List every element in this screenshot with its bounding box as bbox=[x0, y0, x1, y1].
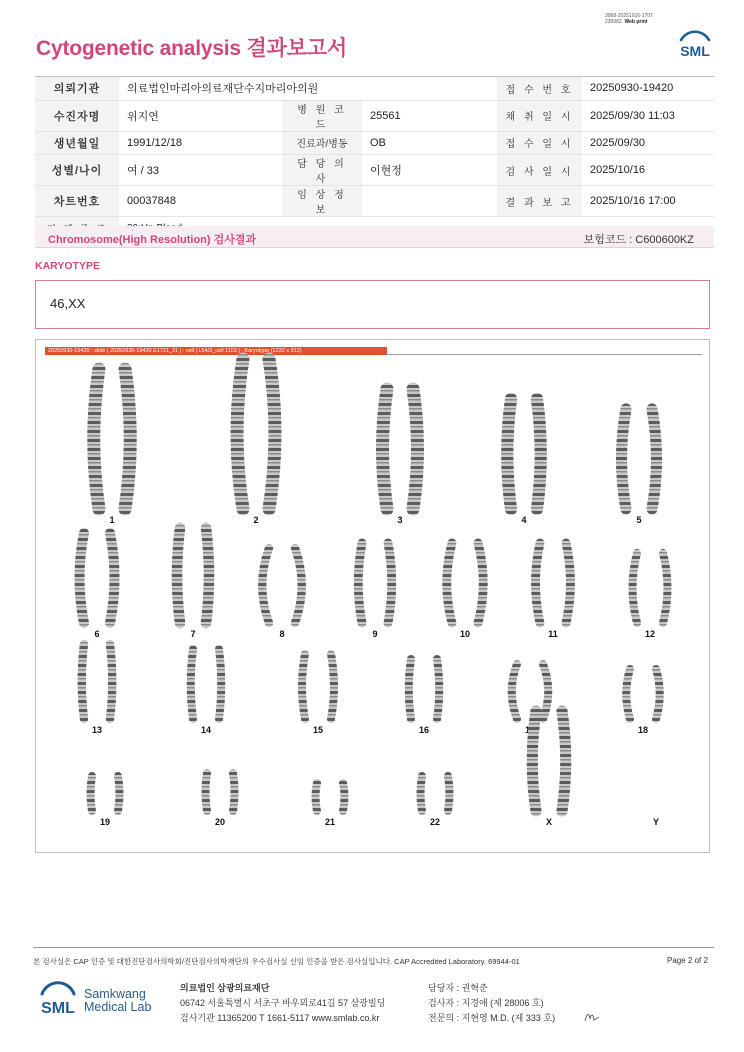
table-row bbox=[35, 77, 714, 101]
chromosome-x bbox=[532, 711, 536, 811]
karyogram-chromosomes bbox=[36, 340, 711, 854]
value-accession-number: 20250930-19420 bbox=[582, 77, 714, 101]
chromosome-label: 17 bbox=[524, 725, 536, 735]
organization-info bbox=[180, 981, 385, 1026]
chromosome-label: 6 bbox=[94, 629, 100, 639]
label-sex-age: 성별/나이 bbox=[35, 155, 119, 186]
chromosome-21 bbox=[343, 783, 345, 811]
chromosome-13 bbox=[82, 644, 84, 719]
chromosome-1 bbox=[125, 369, 130, 509]
chromosome-pair-18 bbox=[626, 669, 660, 735]
chromosome-pair-14 bbox=[191, 649, 222, 735]
chromosome-4 bbox=[507, 399, 511, 509]
chromosome-label: 7 bbox=[190, 629, 196, 639]
chromosome-label: 3 bbox=[397, 515, 403, 525]
chromosome-pair-6 bbox=[80, 533, 115, 639]
chromosome-17 bbox=[543, 664, 548, 719]
chromosome-pair-8 bbox=[262, 548, 302, 639]
organization-name: 의료법인 삼광의료재단 bbox=[180, 983, 270, 993]
page-title: Cytogenetic analysis 결과보고서 bbox=[36, 37, 347, 60]
chromosome-16 bbox=[437, 659, 439, 719]
label-patient-name: 수진자명 bbox=[35, 100, 119, 131]
chromosome-pair-10 bbox=[447, 543, 484, 639]
report-code-line1: 3068-20251016-1707 bbox=[605, 13, 653, 19]
chromosome-8 bbox=[262, 548, 269, 623]
chromosome-11 bbox=[566, 543, 571, 623]
result-title: Chromosome(High Resolution) 검사결과 bbox=[48, 234, 257, 246]
chromosome-x bbox=[562, 711, 566, 811]
label-chart-number: 차트번호 bbox=[35, 186, 119, 217]
chromosome-label: 10 bbox=[459, 629, 471, 639]
value-sex-age: 여 / 33 bbox=[119, 155, 282, 186]
logo-text: SML bbox=[680, 43, 710, 59]
label-requesting-institution: 의뢰기관 bbox=[35, 77, 119, 101]
chromosome-label: 19 bbox=[99, 817, 111, 827]
chromosome-2 bbox=[237, 359, 243, 509]
chromosome-5 bbox=[622, 409, 627, 509]
karyogram-title-text: 20250930-19420 : slide | 20250930-19420 E1721_21 | : cell | L54/3_cell 1103 | : Karyotype (1232 x 912) bbox=[48, 348, 302, 354]
label-test-datetime: 검 사 일 시 bbox=[497, 155, 582, 186]
value-chart-number: 00037848 bbox=[119, 186, 282, 217]
chromosome-label: 12 bbox=[644, 629, 656, 639]
karyotype-heading: KARYOTYPE bbox=[35, 260, 100, 272]
chromosome-pair-y bbox=[653, 817, 659, 827]
value-birth-date: 1991/12/18 bbox=[119, 131, 282, 155]
organization-contact: 검사기관 11365200 T 1661-5117 www.smlab.co.kr bbox=[180, 1013, 380, 1023]
staff-specialist: 전문의 : 지현영 M.D. (제 333 호) bbox=[428, 1013, 556, 1023]
chromosome-label: 15 bbox=[312, 725, 324, 735]
chromosome-21 bbox=[316, 783, 318, 811]
chromosome-16 bbox=[409, 659, 411, 719]
value-collection-datetime: 2025/09/30 11:03 bbox=[582, 100, 714, 131]
chromosome-17 bbox=[512, 664, 517, 719]
chromosome-10 bbox=[447, 543, 452, 623]
value-department: OB bbox=[362, 131, 497, 155]
chromosome-label: 8 bbox=[279, 629, 285, 639]
chromosome-19 bbox=[91, 776, 93, 811]
brand-name bbox=[84, 988, 151, 1014]
chromosome-label: 9 bbox=[372, 629, 378, 639]
table-row bbox=[35, 100, 714, 131]
table-row bbox=[35, 155, 714, 186]
label-receipt-datetime: 접 수 일 시 bbox=[497, 131, 582, 155]
chromosome-15 bbox=[302, 654, 305, 719]
chromosome-label: 13 bbox=[91, 725, 103, 735]
karyotype-value: 46,XX bbox=[50, 296, 86, 311]
result-section-header bbox=[35, 226, 714, 248]
chromosome-14 bbox=[191, 649, 193, 719]
chromosome-9 bbox=[358, 543, 362, 623]
chromosome-label: 20 bbox=[214, 817, 226, 827]
label-department: 진료과/병동 bbox=[282, 131, 362, 155]
chromosome-20 bbox=[233, 773, 235, 811]
chromosome-6 bbox=[80, 533, 85, 623]
chromosome-7 bbox=[177, 528, 180, 623]
report-code-line2: 230083 Web print bbox=[605, 19, 648, 25]
certification-note: 본 검사실은 CAP 인증 및 대한진단검사의학회/진단검사의학재단의 우수검사실 신임 인증을 받은 검사실입니다. CAP Accredited Laboratory. 69944-01 bbox=[33, 957, 520, 966]
chromosome-11 bbox=[536, 543, 541, 623]
chromosome-pair-13 bbox=[82, 644, 113, 735]
value-clinical-info bbox=[362, 186, 497, 217]
value-patient-name: 위지연 bbox=[119, 100, 282, 131]
value-hospital-code: 25561 bbox=[362, 100, 497, 131]
chromosome-pair-21 bbox=[316, 783, 345, 827]
chromosome-label: 14 bbox=[200, 725, 212, 735]
label-accession-number: 접 수 번 호 bbox=[497, 77, 582, 101]
chromosome-pair-22 bbox=[421, 776, 450, 827]
page-number: Page 2 of 2 bbox=[667, 956, 708, 965]
chromosome-pair-20 bbox=[206, 773, 235, 827]
staff-in-charge: 담당자 : 권혁준 bbox=[428, 983, 488, 993]
logo-text: SML bbox=[41, 1000, 75, 1017]
value-report-datetime: 2025/10/16 17:00 bbox=[582, 186, 714, 217]
staff-examiner: 검사자 : 지경애 (제 28006 호) bbox=[428, 998, 544, 1008]
divider bbox=[33, 947, 714, 948]
chromosome-pair-4 bbox=[507, 399, 541, 525]
karyotype-result-box bbox=[35, 280, 710, 329]
label-hospital-code: 병 원 코 드 bbox=[282, 100, 362, 131]
chromosome-label: 11 bbox=[548, 629, 558, 639]
chromosome-label: 2 bbox=[253, 515, 259, 525]
insurance-code: 보험코드 : C600600KZ bbox=[583, 234, 694, 246]
chromosome-22 bbox=[448, 776, 450, 811]
chromosome-label: 18 bbox=[637, 725, 649, 735]
chromosome-pair-2 bbox=[237, 359, 275, 525]
chromosome-13 bbox=[110, 644, 112, 719]
chromosome-4 bbox=[537, 399, 541, 509]
chromosome-pair-5 bbox=[622, 409, 657, 525]
chromosome-pair-7 bbox=[177, 528, 209, 639]
chromosome-8 bbox=[295, 548, 302, 623]
chromosome-label: 22 bbox=[429, 817, 441, 827]
label-attending-doctor: 담 당 의 사 bbox=[282, 155, 362, 186]
label-collection-datetime: 채 취 일 시 bbox=[497, 100, 582, 131]
chromosome-pair-15 bbox=[302, 654, 334, 735]
chromosome-6 bbox=[110, 533, 115, 623]
label-report-datetime: 결 과 보 고 bbox=[497, 186, 582, 217]
chromosome-18 bbox=[626, 669, 630, 719]
chromosome-pair-9 bbox=[358, 543, 392, 639]
sml-logo-icon bbox=[674, 26, 716, 66]
chromosome-pair-1 bbox=[94, 369, 131, 525]
chromosome-7 bbox=[206, 528, 209, 623]
chromosome-label: 21 bbox=[324, 817, 336, 827]
chromosome-label: Y bbox=[652, 817, 660, 827]
value-requesting-institution: 의료법인마리아의료재단수지마리아의원 bbox=[119, 77, 497, 101]
chromosome-10 bbox=[478, 543, 483, 623]
chromosome-label: 4 bbox=[521, 515, 527, 525]
chromosome-1 bbox=[94, 369, 99, 509]
chromosome-pair-3 bbox=[383, 389, 418, 525]
chromosome-3 bbox=[413, 389, 418, 509]
brand-line1: Samkwang bbox=[84, 987, 146, 1001]
sml-logo-icon bbox=[36, 978, 80, 1026]
label-clinical-info: 임 상 정 보 bbox=[282, 186, 362, 217]
value-test-datetime: 2025/10/16 bbox=[582, 155, 714, 186]
chromosome-label: 16 bbox=[418, 725, 430, 735]
chromosome-pair-11 bbox=[536, 543, 571, 639]
chromosome-19 bbox=[118, 776, 120, 811]
value-attending-doctor: 이현정 bbox=[362, 155, 497, 186]
patient-info-table bbox=[35, 76, 714, 241]
chromosome-15 bbox=[331, 654, 334, 719]
chromosome-9 bbox=[388, 543, 392, 623]
chromosome-12 bbox=[663, 553, 668, 623]
table-row bbox=[35, 131, 714, 155]
chromosome-18 bbox=[656, 669, 660, 719]
chromosome-22 bbox=[421, 776, 423, 811]
chromosome-label: 1 bbox=[109, 515, 115, 525]
table-row bbox=[35, 186, 714, 217]
chromosome-pair-16 bbox=[409, 659, 440, 735]
staff-info bbox=[428, 981, 555, 1026]
chromosome-pair-12 bbox=[633, 553, 668, 639]
organization-address: 06742 서울특별시 서초구 바우뫼로41길 57 삼광빌딩 bbox=[180, 998, 386, 1008]
chromosome-3 bbox=[383, 389, 388, 509]
chromosome-12 bbox=[633, 553, 638, 623]
brand-line2: Medical Lab bbox=[84, 1000, 152, 1014]
value-receipt-datetime: 2025/09/30 bbox=[582, 131, 714, 155]
report-code bbox=[605, 13, 653, 25]
chromosome-label: X bbox=[545, 817, 553, 827]
label-birth-date: 생년월일 bbox=[35, 131, 119, 155]
chromosome-5 bbox=[652, 409, 657, 509]
chromosome-pair-x bbox=[532, 711, 566, 827]
chromosome-2 bbox=[269, 359, 275, 509]
chromosome-pair-19 bbox=[91, 776, 120, 827]
chromosome-14 bbox=[219, 649, 221, 719]
chromosome-label: 5 bbox=[636, 515, 642, 525]
karyogram-image bbox=[35, 339, 710, 853]
chromosome-20 bbox=[206, 773, 208, 811]
signature-icon bbox=[583, 1010, 601, 1024]
